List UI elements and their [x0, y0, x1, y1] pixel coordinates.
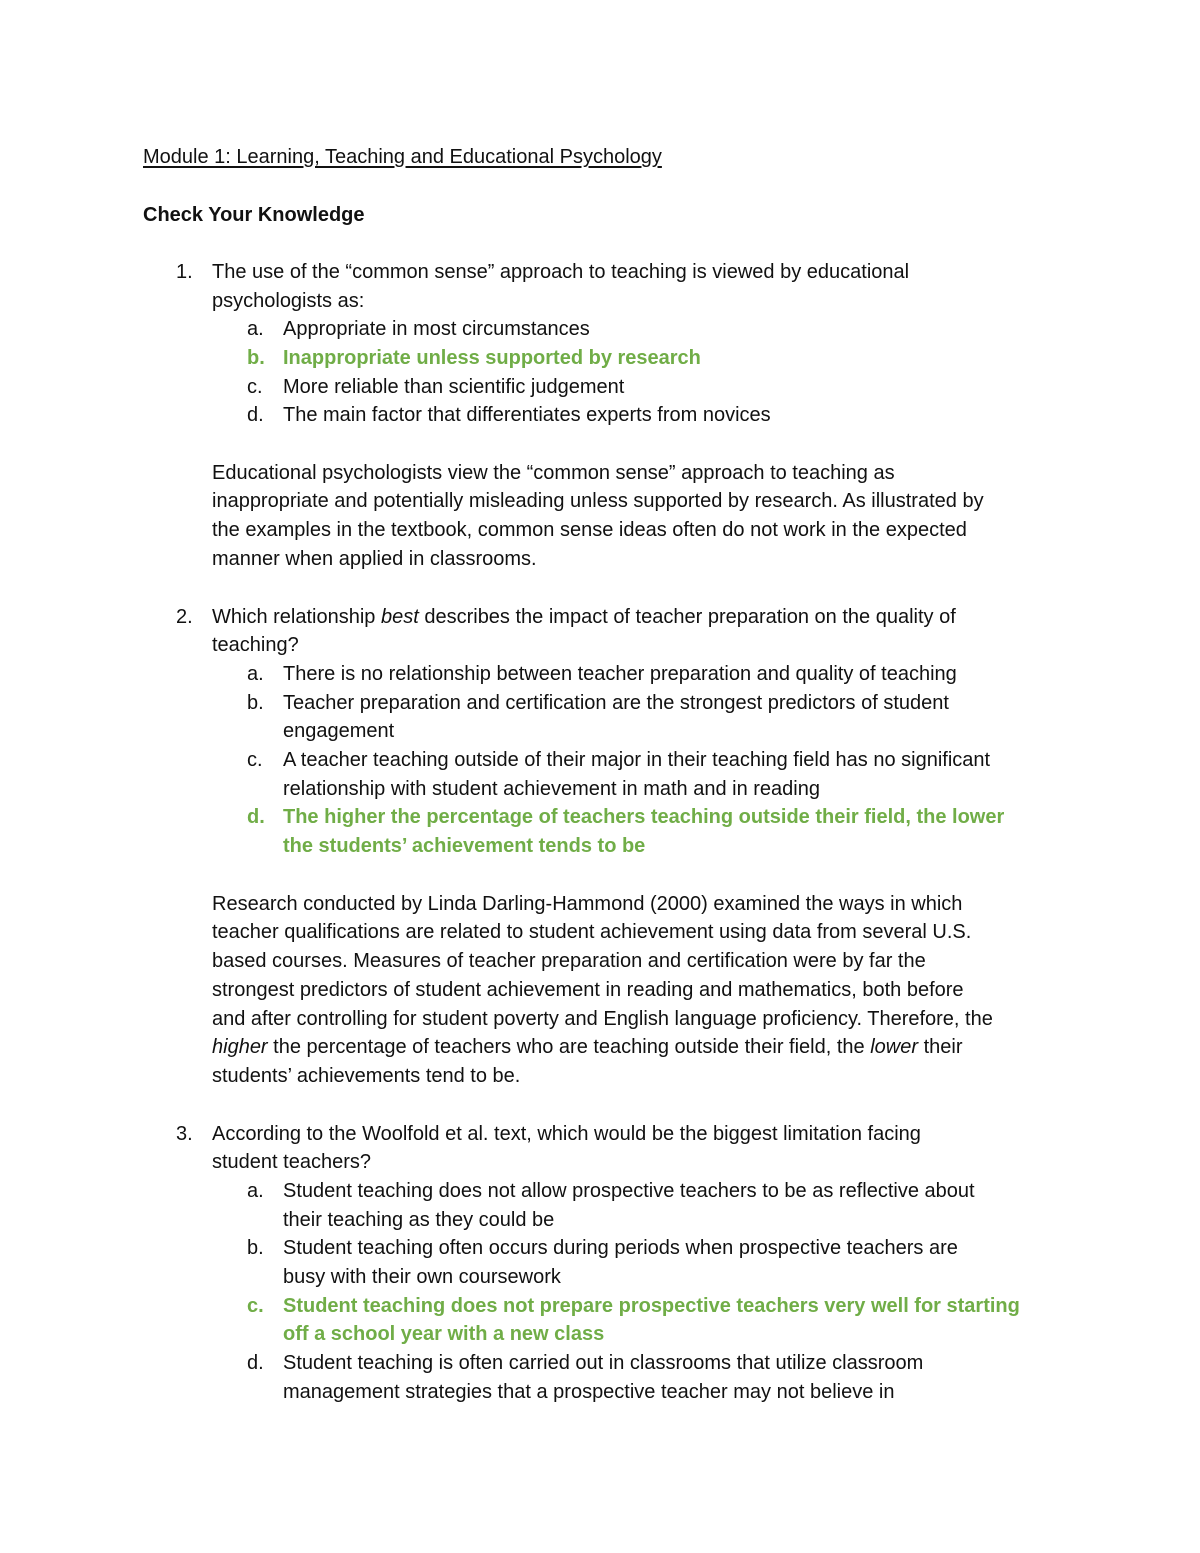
question-2-number: 2. — [176, 606, 193, 628]
question-1-stem-line-1: The use of the “common sense” approach to teaching is viewed by educational — [212, 261, 910, 283]
q2-option-c-letter: c. — [247, 749, 263, 771]
question-2-stem-line-2: teaching? — [212, 634, 299, 656]
q1-option-b-text: Inappropriate unless supported by research — [283, 347, 701, 369]
q2-option-b-text-line-2: engagement — [283, 720, 395, 742]
q2-option-b-letter: b. — [247, 692, 264, 714]
q1-explanation-line-1: Educational psychologists view the “common sense” approach to teaching as — [212, 462, 895, 484]
q2-option-b-text-line-1: Teacher preparation and certification are the strongest predictors of student — [283, 692, 949, 714]
page-title: Module 1: Learning, Teaching and Educational Psychology — [143, 146, 662, 168]
q3-option-d-text-line-2: management strategies that a prospective teacher may not believe in — [283, 1381, 895, 1403]
q1-option-c-text: More reliable than scientific judgement — [283, 376, 625, 398]
q2-option-c-text-line-2: relationship with student achievement in math and in reading — [283, 778, 820, 800]
q3-option-a-text-line-1: Student teaching does not allow prospective teachers to be as reflective about — [283, 1180, 975, 1202]
q3-option-d-text-line-1: Student teaching is often carried out in classrooms that utilize classroom — [283, 1352, 924, 1374]
q2-explanation-line-2: teacher qualifications are related to student achievement using data from several U.S. — [212, 921, 972, 943]
q2-explanation-text-cont: their — [918, 1036, 963, 1058]
q1-option-b-letter: b. — [247, 347, 265, 369]
question-1-number: 1. — [176, 261, 193, 283]
q3-option-b-letter: b. — [247, 1237, 264, 1259]
question-3-stem-line-1: According to the Woolfold et al. text, which would be the biggest limitation facing — [212, 1123, 921, 1145]
section-heading: Check Your Knowledge — [143, 204, 365, 226]
q2-explanation-line-6 — [212, 1033, 962, 1062]
q2-option-d-letter: d. — [247, 806, 265, 828]
q1-explanation-line-3: the examples in the textbook, common sense ideas often do not work in the expected — [212, 519, 967, 541]
q1-option-d-text: The main factor that differentiates experts from novices — [283, 404, 771, 426]
q3-option-b-text-line-2: busy with their own coursework — [283, 1266, 561, 1288]
q2-explanation-line-1: Research conducted by Linda Darling-Hammond (2000) examined the ways in which — [212, 893, 963, 915]
q1-option-d-letter: d. — [247, 404, 264, 426]
q3-option-d-letter: d. — [247, 1352, 264, 1374]
q2-explanation-line-4: strongest predictors of student achievement in reading and mathematics, both before — [212, 979, 964, 1001]
question-2-stem-line-1 — [212, 603, 956, 632]
q1-option-a-letter: a. — [247, 318, 264, 340]
q2-option-a-text: There is no relationship between teacher preparation and quality of teaching — [283, 663, 957, 685]
q2-option-d-text-line-2: the students’ achievement tends to be — [283, 835, 646, 857]
q3-option-c-text-line-1: Student teaching does not prepare prospective teachers very well for starting — [283, 1295, 1020, 1317]
q2-explanation-line-3: based courses. Measures of teacher preparation and certification were by far the — [212, 950, 926, 972]
q3-option-a-text-line-2: their teaching as they could be — [283, 1209, 555, 1231]
q2-explanation-line-7: students’ achievements tend to be. — [212, 1065, 521, 1087]
q2-explanation-line-5: and after controlling for student poverty and English language proficiency. Therefore, the — [212, 1008, 993, 1030]
q3-option-c-text-line-2: off a school year with a new class — [283, 1323, 605, 1345]
q2-option-d-text-line-1: The higher the percentage of teachers teaching outside their field, the lower — [283, 806, 1005, 828]
q2-stem-text-cont: describes the impact of teacher preparation on the quality of — [418, 606, 956, 628]
q3-option-a-letter: a. — [247, 1180, 264, 1202]
q2-stem-text: Which relationship — [212, 606, 381, 628]
q1-option-c-letter: c. — [247, 376, 263, 398]
q2-explanation-emphasis-higher: higher — [212, 1036, 268, 1058]
q3-option-b-text-line-1: Student teaching often occurs during periods when prospective teachers are — [283, 1237, 958, 1259]
q2-option-c-text-line-1: A teacher teaching outside of their major in their teaching field has no significant — [283, 749, 991, 771]
question-3-stem-line-2: student teachers? — [212, 1151, 371, 1173]
q2-explanation-text: the percentage of teachers who are teaching outside their field, the — [267, 1036, 871, 1058]
q3-option-c-letter: c. — [247, 1295, 264, 1317]
q1-option-a-text: Appropriate in most circumstances — [283, 318, 590, 340]
q2-option-a-letter: a. — [247, 663, 264, 685]
question-3-number: 3. — [176, 1123, 193, 1145]
q2-explanation-emphasis-lower: lower — [870, 1036, 919, 1058]
q1-explanation-line-4: manner when applied in classrooms. — [212, 548, 537, 570]
question-1-stem-line-2: psychologists as: — [212, 290, 365, 312]
q2-stem-emphasis: best — [380, 606, 419, 628]
q1-explanation-line-2: inappropriate and potentially misleading unless supported by research. As illustrated by — [212, 490, 984, 512]
